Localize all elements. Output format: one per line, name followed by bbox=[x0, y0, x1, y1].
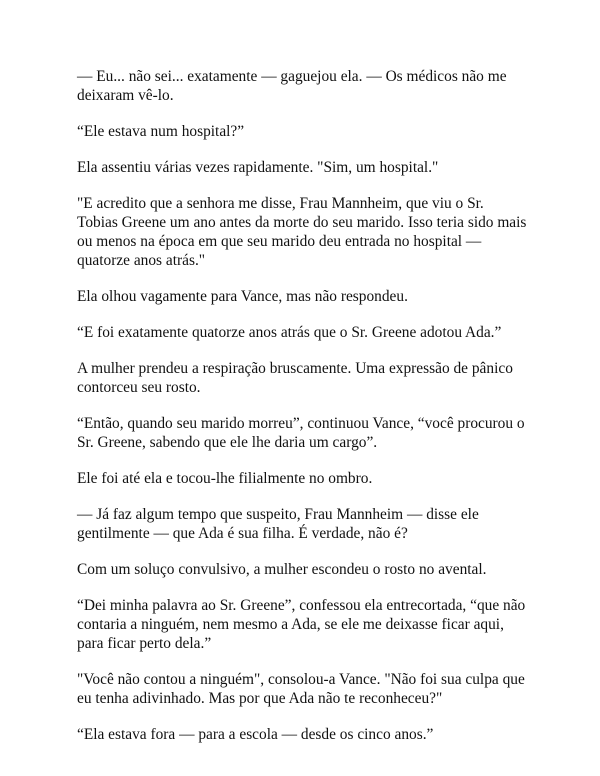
paragraph: — Já faz algum tempo que suspeito, Frau Mannheim — disse ele gentilmente — que Ada é sua filha. É verdade, não é? bbox=[77, 506, 479, 542]
paragraph: Ele foi até ela e tocou-lhe filialmente no ombro. bbox=[77, 470, 373, 487]
paragraph: Com um soluço convulsivo, a mulher escondeu o rosto no avental. bbox=[77, 561, 487, 578]
paragraph: “E foi exatamente quatorze anos atrás que o Sr. Greene adotou Ada.” bbox=[77, 324, 502, 341]
paragraph: “Dei minha palavra ao Sr. Greene”, confessou ela entrecortada, “que não contaria a ninguém, nem mesmo a Ada, se ele me deixasse ficar aqui, para ficar perto dela.” bbox=[77, 597, 526, 652]
paragraph: — Eu... não sei... exatamente — gaguejou ela. — Os médicos não me deixaram vê-lo. bbox=[77, 68, 507, 104]
paragraph: "Você não contou a ninguém", consolou-a Vance. "Não foi sua culpa que eu tenha adivinhado. Mas por que Ada não te reconheceu?" bbox=[77, 671, 525, 707]
document-page bbox=[77, 67, 527, 761]
paragraph: “Ele estava num hospital?” bbox=[77, 123, 245, 140]
paragraph: “Então, quando seu marido morreu”, continuou Vance, “você procurou o Sr. Greene, sabendo que ele lhe daria um cargo”. bbox=[77, 415, 525, 451]
paragraph: Ela olhou vagamente para Vance, mas não respondeu. bbox=[77, 288, 408, 305]
paragraph: “Ela estava fora — para a escola — desde os cinco anos.” bbox=[77, 726, 434, 743]
paragraph: A mulher prendeu a respiração bruscamente. Uma expressão de pânico contorceu seu rosto. bbox=[77, 360, 513, 396]
paragraph: "E acredito que a senhora me disse, Frau Mannheim, que viu o Sr. Tobias Greene um ano antes da morte do seu marido. Isso teria sido mais ou menos na época em que seu marido deu entrada no hospital — quatorze anos atrás." bbox=[77, 195, 527, 269]
paragraph: Ela assentiu várias vezes rapidamente. "Sim, um hospital." bbox=[77, 159, 439, 176]
